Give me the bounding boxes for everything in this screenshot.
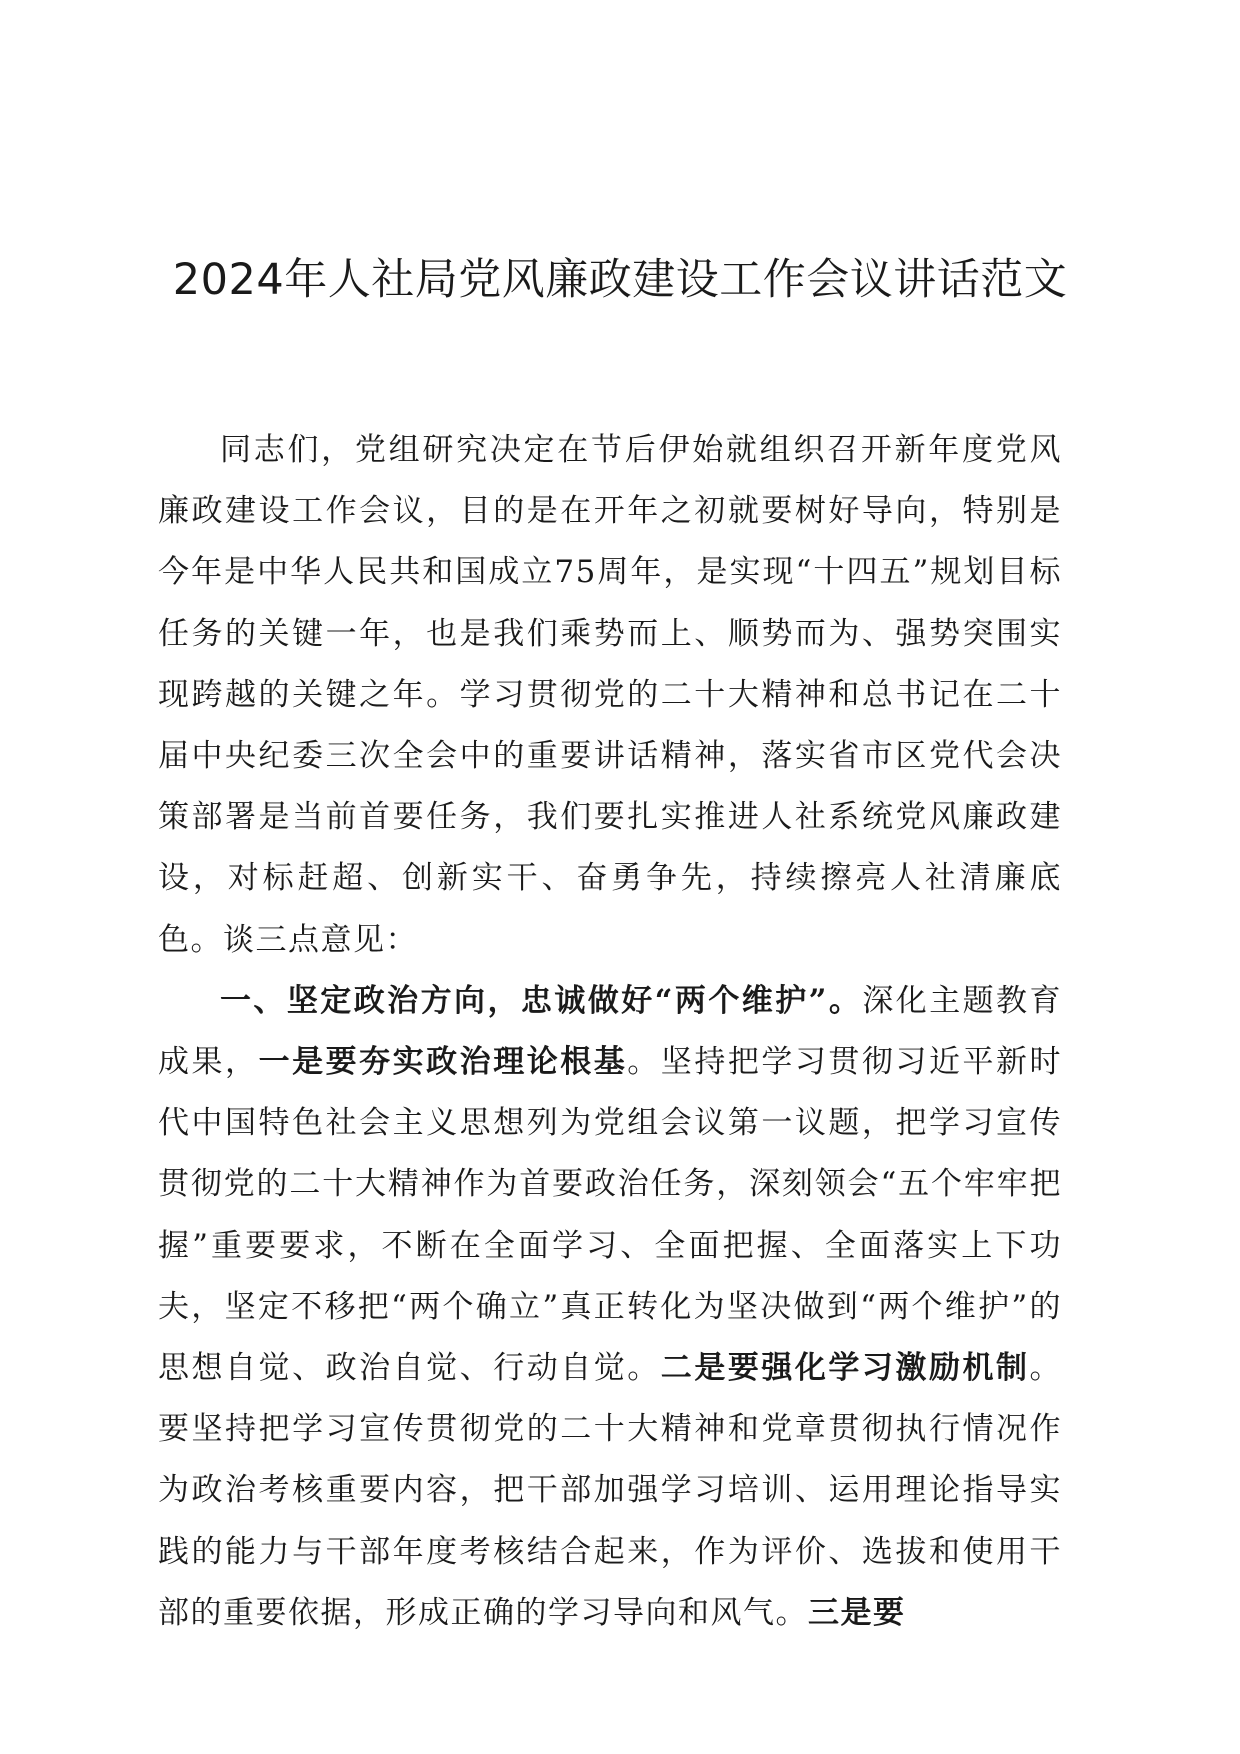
section-one-intro: 深化主题教育成果， xyxy=(158,982,1062,1081)
point-two-text: 。要坚持把学习宣传贯彻党的二十大精神和党章贯彻执行情况作为政治考核重要内容，把干部加强学习培训、运用理论指导实践的能力与干部年度考核结合起来，作为评价、选拔和使用干部的重要依据，形成正确的学习导向和风气。 xyxy=(158,1350,1063,1631)
paragraph-section-one xyxy=(158,971,1062,1644)
section-one-heading: 一、坚定政治方向，忠诚做好“两个维护”。 xyxy=(220,982,863,1019)
point-three-heading: 三是要 xyxy=(808,1594,906,1631)
point-one-text: 。坚持把学习贯彻习近平新时代中国特色社会主义思想列为党组会议第一议题，把学习宣传贯彻党的二十大精神作为首要政治任务，深刻领会“五个牢牢把握”重要要求，不断在全面学习、全面把握、全面落实上下功夫，坚定不移把“两个确立”真正转化为坚决做到“两个维护”的思想自觉、政治自觉、行动自觉。 xyxy=(158,1044,1063,1387)
document-title: 2024年人社局党风廉政建设工作会议讲话范文 xyxy=(172,255,1068,305)
point-one-heading: 一是要夯实政治理论根基 xyxy=(258,1044,628,1081)
document-body xyxy=(158,420,1062,1644)
point-two-heading: 二是要强化学习激励机制 xyxy=(660,1350,1030,1387)
paragraph-opening: 同志们，党组研究决定在节后伊始就组织召开新年度党风廉政建设工作会议，目的是在开年之初就要树好导向，特别是今年是中华人民共和国成立75周年，是实现“十四五”规划目标任务的关键一年，也是我们乘势而上、顺势而为、强势突围实现跨越的关键之年。学习贯彻党的二十大精神和总书记在二十届中央纪委三次全会中的重要讲话精神，落实省市区党代会决策部署是当前首要任务，我们要扎实推进人社系统党风廉政建设，对标赶超、创新实干、奋勇争先，持续擦亮人社清廉底色。谈三点意见： xyxy=(158,432,1062,958)
